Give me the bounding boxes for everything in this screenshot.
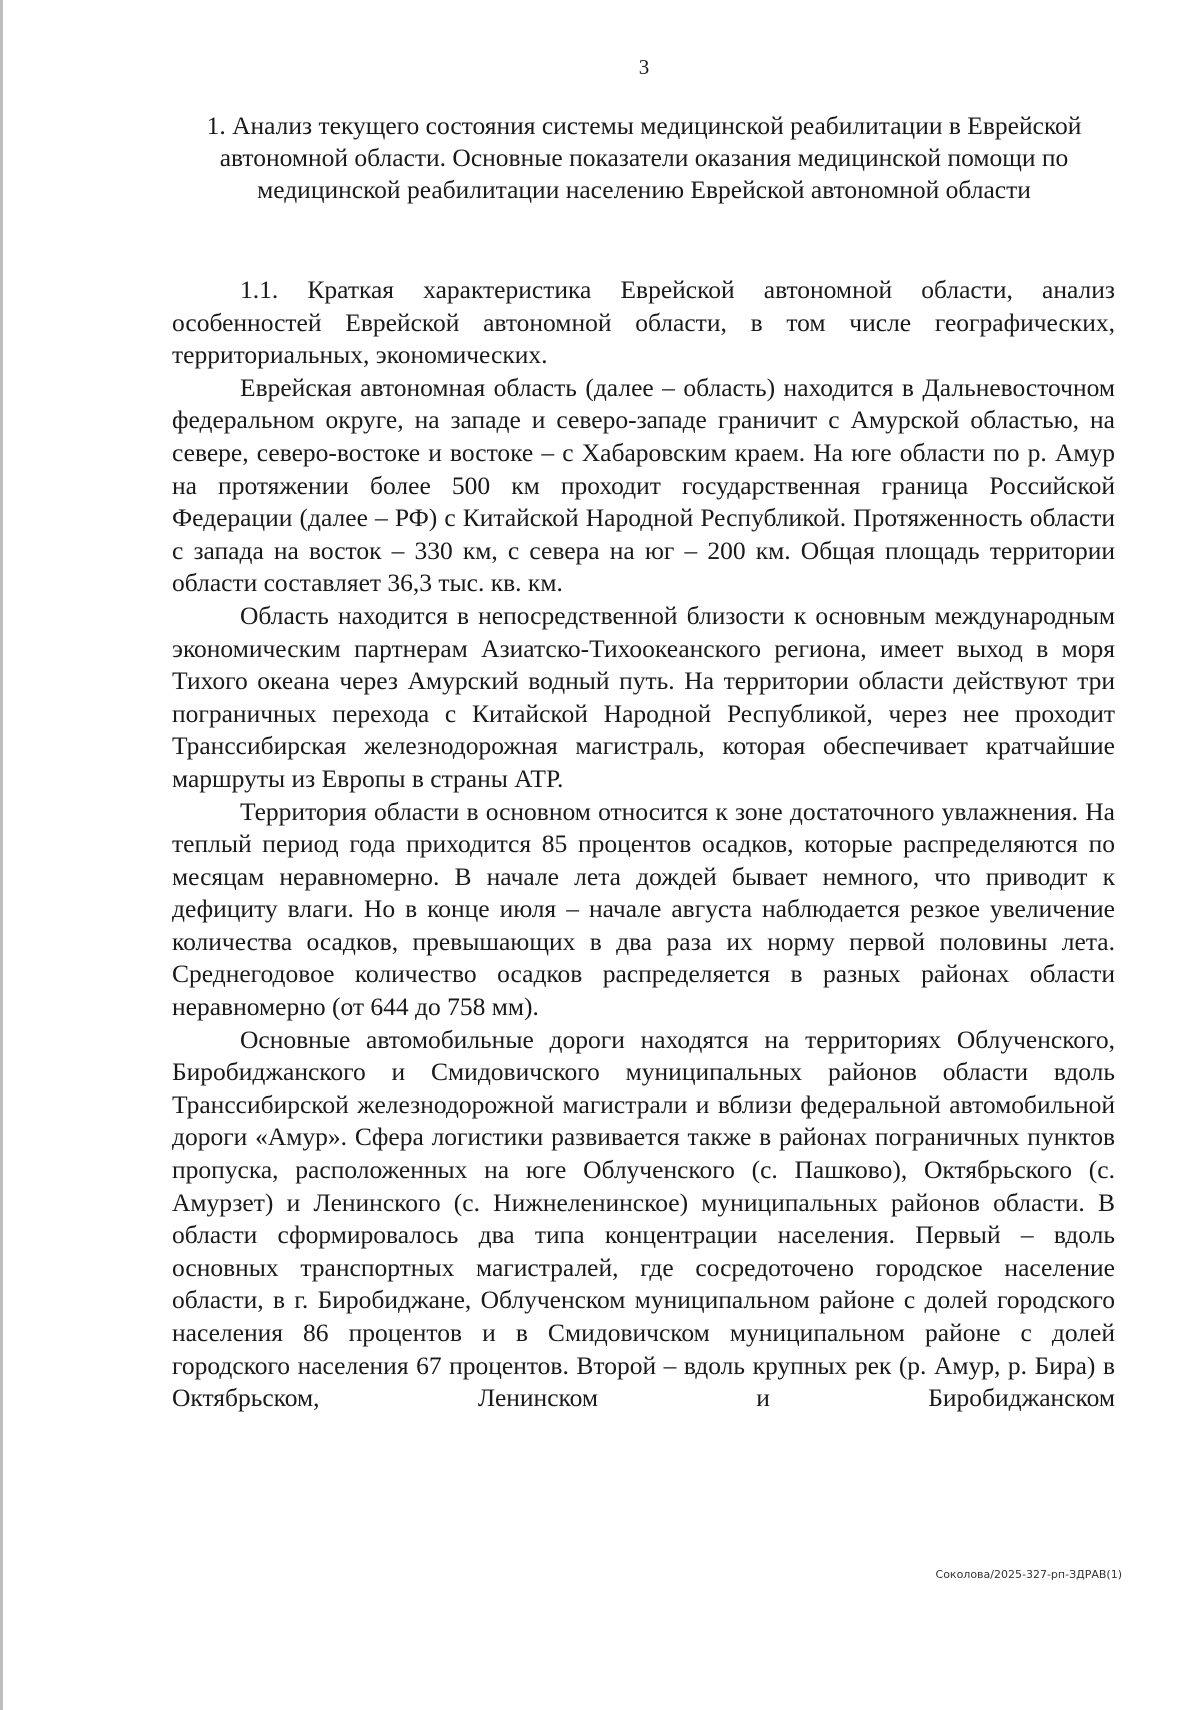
page-number: 3 (638, 55, 650, 79)
paragraph-geography: Еврейская автономная область (далее – область) находится в Дальневосточном федеральном округе, на западе и северо-западе граничит с Амурской областью, на севере, северо-востоке и востоке – с Хабаровским краем. На юге области по р. Амур на протяжении более 500 км проходит государственная граница Российской Федерации (далее – РФ) с Китайской Народной Республикой. Протяженность области с запада на восток – 330 км, с севера на юг – 200 км. Общая площадь территории области составляет 36,3 тыс. кв. км. (172, 372, 1115, 598)
paragraph-roads-population: Основные автомобильные дороги находятся на территориях Облученского, Биробиджанского и Смидовичского муниципальных районов области вдоль Транссибирской железнодорожной магистрали и вблизи федеральной автомобильной дороги «Амур». Сфера логистики развивается также в районах пограничных пунктов пропуска, расположенных на юге Облученского (с. Пашково), Октябрьского (с. Амурзет) и Ленинского (с. Нижнеленинское) муниципальных районов области. В области сформировалось два типа концентрации населения. Первый – вдоль основных транспортных магистралей, где сосредоточено городское население области, в г. Биробиджане, Облученском муниципальном районе с долей городского населения 86 процентов и в Смидовичском муниципальном районе с долей городского населения 67 процентов. Второй – вдоль крупных рек (р. Амур, р. Бира) в Октябрьском, Ленинском и Биробиджанском (172, 1024, 1115, 1413)
paragraph-climate: Территория области в основном относится к зоне достаточного увлажнения. На теплый период года приходится 85 процентов осадков, которые распределяются по месяцам неравномерно. В начале лета дождей бывает немного, что приводит к дефициту влаги. Но в конце июля – начале августа наблюдается резкое увеличение количества осадков, превышающих в два раза их норму первой половины лета. Среднегодовое количество осадков распределяется в разных районах области неравномерно (от 644 до 758 мм). (172, 796, 1115, 1022)
footer-document-code: Соколова/2025-327-рп-ЗДРАВ(1) (935, 1568, 1122, 1581)
section-heading: 1. Анализ текущего состояния системы медицинской реабилитации в Еврейской автономной области. Основные показатели оказания медицинской помощи по медицинской реабилитации населению Еврейской автономной области (206, 111, 1082, 204)
paragraph-subsection-title: 1.1. Краткая характеристика Еврейской автономной области, анализ особенностей Еврейской автономной области, в том числе географических, территориальных, экономических. (172, 275, 1115, 370)
paragraph-location: Область находится в непосредственной близости к основным международным экономическим партнерам Азиатско-Тихоокеанского региона, имеет выход в моря Тихого океана через Амурский водный путь. На территории области действуют три пограничных перехода с Китайской Народной Республикой, через нее проходит Транссибирская железнодорожная магистраль, которая обеспечивает кратчайшие маршруты из Европы в страны АТР. (172, 600, 1115, 793)
body-text (172, 274, 1115, 1415)
